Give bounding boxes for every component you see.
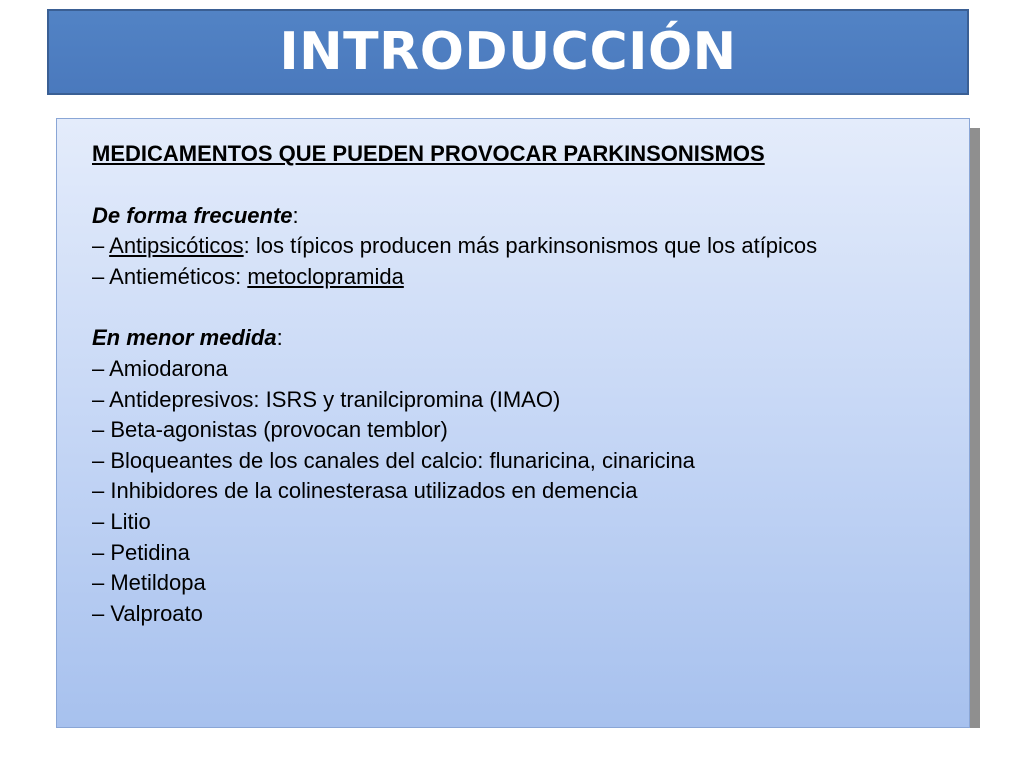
content-body — [92, 139, 949, 629]
list-item: – Inhibidores de la colinesterasa utilizados en demencia — [92, 478, 638, 504]
minor-label-line — [92, 323, 949, 354]
list-item: – Amiodarona — [92, 355, 228, 381]
frequent-colon: : — [292, 202, 299, 228]
metoclopramida-link[interactable]: metoclopramida — [247, 263, 404, 289]
frequent-label: De forma frecuente — [92, 202, 293, 228]
spacer — [92, 292, 949, 323]
section-heading: MEDICAMENTOS QUE PUEDEN PROVOCAR PARKINSONISMOS — [92, 141, 765, 166]
list-item: – Petidina — [92, 539, 190, 565]
list-item: – Metildopa — [92, 570, 206, 596]
list-item-text: : los típicos producen más parkinsonismos que los atípicos — [243, 233, 818, 259]
frequent-label-line — [92, 201, 949, 232]
list-item-text: Antieméticos: — [109, 263, 248, 289]
list-item — [92, 262, 949, 293]
list-item: – Bloqueantes de los canales del calcio: flunaricina, cinaricina — [92, 447, 695, 473]
list-item: – Beta-agonistas (provocan temblor) — [92, 417, 448, 443]
list-item: – Valproato — [92, 600, 203, 626]
minor-colon: : — [276, 325, 283, 351]
list-dash: – — [92, 233, 110, 259]
list-dash: – — [92, 263, 110, 289]
list-item — [92, 231, 949, 262]
content-panel — [56, 118, 970, 728]
title-banner — [47, 9, 969, 95]
list-item: – Antidepresivos: ISRS y tranilcipromina (IMAO) — [92, 386, 561, 412]
slide-title: INTRODUCCIÓN — [279, 22, 737, 82]
list-item: – Litio — [92, 508, 151, 534]
minor-label: En menor medida — [92, 325, 277, 351]
antipsicoticos-link[interactable]: Antipsicóticos — [109, 233, 244, 259]
